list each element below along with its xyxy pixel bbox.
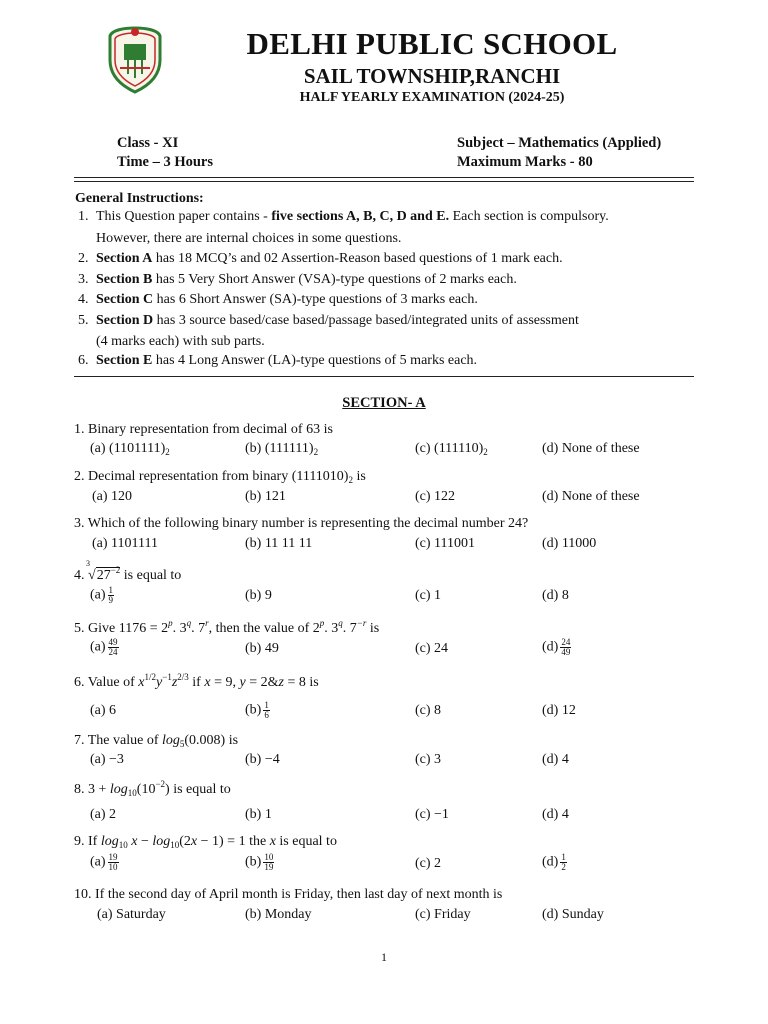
q8-option-d: (d) 4 bbox=[542, 807, 569, 822]
exam-title: HALF YEARLY EXAMINATION (2024-25) bbox=[299, 90, 565, 105]
q6-option-b: (b) $\frac{1}{6}$ bbox=[245, 700, 269, 720]
instruction-2: 2. Section A has 18 MCQ’s and 02 Assertion-Reason based questions of 1 mark each. bbox=[78, 251, 563, 266]
instruction-3: 3. Section B has 5 Very Short Answer (VSA)-type questions of 2 marks each. bbox=[78, 272, 517, 287]
instruction-1-cont: However, there are internal choices in some questions. bbox=[96, 231, 402, 246]
q9-option-c: (c) 2 bbox=[415, 856, 442, 871]
question-6: 6. Value of $x^{1/2}y^{-1}z^{2/3}$ if x = 9, y = 2&z = 8 is bbox=[74, 672, 319, 690]
q2-option-a: (a) 120 bbox=[92, 489, 133, 504]
question-8: 8. $3 + \log_{10}(10^{-2})$ is equal to bbox=[74, 779, 231, 798]
school-name: DELHI PUBLIC SCHOOL bbox=[246, 26, 618, 61]
question-2: 2. Decimal representation from binary $(1111010)_2$ is bbox=[74, 469, 366, 485]
time-label: Time – 3 Hours bbox=[117, 154, 213, 170]
q5-option-d: (d) $\frac{24}{49}$ bbox=[542, 637, 571, 657]
q3-option-c: (c) 111001 bbox=[415, 536, 475, 551]
instruction-6: 6. Section E has 4 Long Answer (LA)-type questions of 5 marks each. bbox=[78, 353, 478, 368]
question-4: 4. 3 $√27^{-2}$ is equal to bbox=[74, 559, 182, 583]
instruction-5-cont: (4 marks each) with sub parts. bbox=[96, 334, 265, 349]
q1-option-d: (d) None of these bbox=[542, 441, 640, 456]
q5-option-c: (c) 24 bbox=[415, 641, 449, 656]
q1-option-b: (b) $(111111)_2$ bbox=[245, 441, 319, 457]
q8-option-a: (a) 2 bbox=[90, 807, 117, 822]
question-10: 10. If the second day of April month is Friday, then last day of next month is bbox=[74, 887, 503, 902]
q7-option-b: (b) −4 bbox=[245, 752, 280, 767]
instruction-5: 5. Section D has 3 source based/case based/passage based/integrated units of assessment bbox=[78, 313, 579, 328]
header-divider-top bbox=[74, 177, 694, 178]
page-number: 1 bbox=[381, 950, 387, 964]
q8-option-c: (c) −1 bbox=[415, 807, 449, 822]
q4-option-d: (d) 8 bbox=[542, 588, 569, 603]
question-1: 1. Binary representation from decimal of 63 is bbox=[74, 422, 333, 437]
class-label: Class - XI bbox=[117, 135, 179, 151]
question-5: 5. Give $1176 = 2^p$. 3$^q$. 7$^r$, then the value of 2$^p$. 3$^q$. $7^{-r}$ is bbox=[74, 618, 380, 636]
q5-option-b: (b) 49 bbox=[245, 641, 279, 656]
q9-option-a: (a) $\frac{19}{10}$ bbox=[90, 852, 118, 872]
q7-option-a: (a) −3 bbox=[90, 752, 124, 767]
cube-root-expression: 3 $√27^{-2}$ bbox=[86, 559, 121, 583]
school-township: SAIL TOWNSHIP,RANCHI bbox=[303, 64, 561, 88]
q3-option-a: (a) 1101111 bbox=[92, 536, 158, 551]
q6-option-c: (c) 8 bbox=[415, 703, 442, 718]
q4-option-c: (c) 1 bbox=[415, 588, 442, 603]
q1-option-c: (c) $(111110)_2$ bbox=[415, 441, 488, 457]
section-a-title: SECTION- A bbox=[342, 395, 426, 411]
q6-option-d: (d) 12 bbox=[542, 703, 576, 718]
q2-option-c: (c) 122 bbox=[415, 489, 456, 504]
q7-option-d: (d) 4 bbox=[542, 752, 569, 767]
question-3: 3. Which of the following binary number is representing the decimal number 24? bbox=[74, 516, 529, 531]
q10-option-d: (d) Sunday bbox=[542, 907, 604, 922]
question-7: 7. The value of $\log_5(0.008)$ is bbox=[74, 733, 239, 749]
subject-label: Subject – Mathematics (Applied) bbox=[457, 135, 662, 151]
q10-option-a: (a) Saturday bbox=[97, 907, 166, 922]
q3-option-d: (d) 11000 bbox=[542, 536, 597, 551]
instruction-4: 4. Section C has 6 Short Answer (SA)-type questions of 3 marks each. bbox=[78, 292, 478, 307]
q10-option-c: (c) Friday bbox=[415, 907, 471, 922]
q4-option-a: (a) $\frac{1}{9}$ bbox=[90, 585, 114, 605]
q2-option-b: (b) 121 bbox=[245, 489, 286, 504]
q7-option-c: (c) 3 bbox=[415, 752, 442, 767]
q2-option-d: (d) None of these bbox=[542, 489, 640, 504]
instructions-divider bbox=[74, 376, 694, 377]
q9-option-b: (b) $\frac{10}{19}$ bbox=[245, 852, 274, 872]
q6-option-a: (a) 6 bbox=[90, 703, 117, 718]
q8-option-b: (b) 1 bbox=[245, 807, 272, 822]
header-divider-bottom bbox=[74, 181, 694, 182]
q1-option-a: (a) $(1101111)_2$ bbox=[90, 441, 170, 457]
question-9: 9. If $\log_{10} x - \log_{10}(2x - 1) = 1$ the x is equal to bbox=[74, 834, 337, 850]
instructions-title: General Instructions: bbox=[75, 191, 204, 206]
max-marks-label: Maximum Marks - 80 bbox=[457, 154, 593, 170]
q10-option-b: (b) Monday bbox=[245, 907, 312, 922]
q4-option-b: (b) 9 bbox=[245, 588, 272, 603]
instruction-1: 1. This Question paper contains - five sections A, B, C, D and E. Each section is compulsory. bbox=[78, 209, 609, 224]
q5-option-a: (a) $\frac{49}{24}$ bbox=[90, 637, 118, 657]
q3-option-b: (b) 11 11 11 bbox=[245, 536, 313, 551]
q9-option-d: (d) $\frac{1}{2}$ bbox=[542, 852, 566, 872]
